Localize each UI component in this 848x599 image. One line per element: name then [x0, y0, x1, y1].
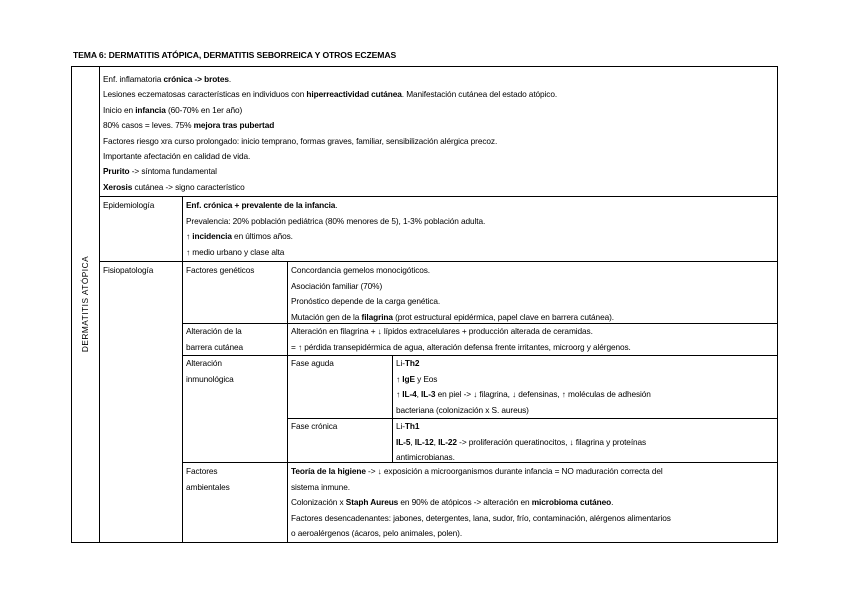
fase-aguda-line: Li-Th2: [396, 358, 420, 368]
intro-line: Factores riesgo xra curso prolongado: inicio temprano, formas graves, familiar, sensibilización alérgica precoz.: [103, 135, 498, 146]
side-label-cell: [71, 66, 99, 542]
ambientales-line: Teoría de la higiene -> ↓ exposición a microorganismos durante infancia = NO maduración correcta del: [291, 466, 663, 476]
geneticos-label: Factores genéticos: [186, 265, 255, 275]
barrera-line: Alteración en filagrina + ↓ lípidos extracelulares + producción alterada de ceramidas.: [291, 326, 593, 336]
geneticos-line: Mutación gen de la filagrina (prot estructural epidérmica, papel clave en barrera cutánea).: [291, 311, 614, 322]
fase-aguda-label: Fase aguda: [291, 358, 334, 368]
barrera-label: Alteración de la barrera cutánea: [186, 326, 244, 352]
row-divider: [99, 261, 778, 262]
intro-line: Lesiones eczematosas características en individuos con hiperreactividad cutánea. Manifestación cutánea del estado atópico.: [103, 89, 558, 100]
ambientales-label: Factores ambientales: [186, 466, 230, 492]
geneticos-content: [291, 263, 614, 325]
fase-aguda-line: ↑ IL-4, IL-3 en piel -> ↓ filagrina, ↓ defensinas, ↑ moléculas de adhesión: [396, 389, 651, 400]
intro-line: 80% casos = leves. 75% mejora tras pubertad: [103, 120, 275, 131]
fase-aguda-content: [396, 356, 651, 418]
column-divider: [287, 261, 288, 543]
column-divider: [392, 355, 393, 462]
column-divider: [182, 196, 183, 543]
epidemiologia-content: [186, 198, 485, 260]
fase-aguda-line: bacteriana (colonización x S. aureus): [396, 404, 529, 415]
barrera-content: [291, 324, 631, 355]
side-label: DERMATITIS ATÓPICA: [80, 255, 90, 353]
column-divider: [99, 66, 100, 543]
intro-line: Enf. inflamatoria crónica -> brotes.: [103, 74, 232, 84]
ambientales-line: Factores desencadenantes: jabones, detergentes, lana, sudor, frío, contaminación, alérgenos alimentarios: [291, 512, 671, 523]
intro-line: Inicio en infancia (60-70% en 1er año): [103, 104, 243, 115]
fase-cronica-line: antimicrobianas.: [396, 452, 455, 463]
fase-cronica-line: Li-Th1: [396, 421, 420, 431]
epidemiologia-line: Enf. crónica + prevalente de la infancia.: [186, 200, 338, 210]
ambientales-line: Colonización x Staph Aureus en 90% de atópicos -> alteración en microbioma cutáneo.: [291, 497, 614, 508]
ambientales-line: sistema inmune.: [291, 481, 350, 492]
fisiopatologia-label: Fisiopatología: [103, 265, 154, 275]
epidemiologia-line: Prevalencia: 20% población pediátrica (80% menores de 5), 1-3% población adulta.: [186, 215, 486, 226]
row-divider: [99, 196, 778, 197]
intro-cell: [103, 72, 557, 195]
fase-aguda-line: ↑ IgE y Eos: [396, 373, 438, 384]
fase-cronica-label: Fase crónica: [291, 421, 338, 431]
epidemiologia-label: Epidemiología: [103, 200, 155, 210]
inmuno-label: Alteración inmunológica: [186, 358, 234, 384]
geneticos-line: Pronóstico depende de la carga genética.: [291, 296, 441, 307]
epidemiologia-line: ↑ medio urbano y clase alta: [186, 246, 285, 257]
fase-cronica-content: [396, 419, 646, 466]
barrera-line: = ↑ pérdida transepidérmica de agua, alteración defensa frente irritantes, microorg y alérgenos.: [291, 341, 631, 352]
document-title: TEMA 6: DERMATITIS ATÓPICA, DERMATITIS SEBORREICA Y OTROS ECZEMAS: [73, 50, 397, 60]
epidemiologia-line: ↑ incidencia en últimos años.: [186, 231, 293, 242]
fase-cronica-line: IL-5, IL-12, IL-22 -> proliferación queratinocitos, ↓ filagrina y proteínas: [396, 436, 647, 447]
intro-line: Xerosis cutánea -> signo característico: [103, 181, 245, 192]
intro-line: Importante afectación en calidad de vida.: [103, 150, 251, 161]
ambientales-line: o aeroalérgenos (ácaros, pelo animales, polen).: [291, 528, 463, 539]
ambientales-content: [291, 464, 671, 542]
geneticos-line: Concordancia gemelos monocigóticos.: [291, 265, 431, 275]
geneticos-line: Asociación familiar (70%): [291, 280, 383, 291]
intro-line: Prurito -> síntoma fundamental: [103, 166, 217, 177]
